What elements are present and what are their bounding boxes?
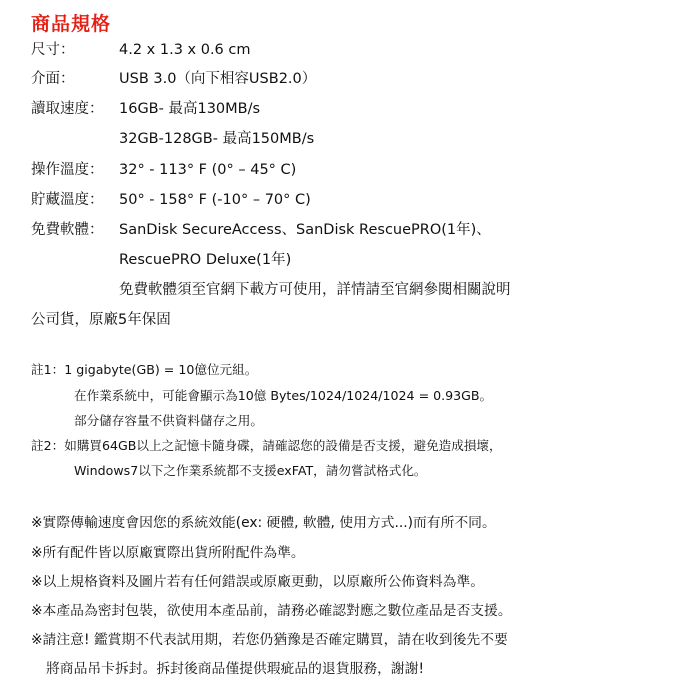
disclaimer-item: ※以上規格資料及圖片若有任何錯誤或原廠更動，以原廠所公佈資料為準。: [31, 574, 485, 590]
spec-row-software: [31, 218, 491, 239]
note-text: 部分儲存容量不供資料儲存之用。: [74, 413, 263, 428]
disclaimer-item: ※所有配件皆以原廠實際出貨所附配件為準。: [31, 545, 305, 561]
spec-value-continued: RescuePRO Deluxe(1年): [119, 252, 292, 268]
spec-label: 讀取速度：: [31, 101, 104, 117]
note-label: 註2：: [31, 438, 65, 453]
spec-row-size: [31, 38, 250, 59]
spec-value: 4.2 x 1.3 x 0.6 cm: [119, 42, 251, 58]
note-text: 1 gigabyte(GB) = 10億位元組。: [64, 362, 258, 377]
note-2: [31, 435, 502, 454]
note-label: 註1：: [31, 362, 65, 377]
spec-value-continued: 免費軟體須至官網下載方可使用，詳情請至官網參閱相關說明: [119, 282, 511, 298]
note-text: 如購買64GB以上之記憶卡隨身碟，請確認您的設備是否支援，避免造成損壞，: [64, 438, 502, 453]
spec-row-read-speed: [31, 97, 260, 118]
page-title: 商品規格: [31, 13, 112, 35]
spec-label: 介面：: [31, 71, 75, 87]
spec-value: 50° - 158° F (-10° – 70° C): [119, 192, 311, 208]
spec-value: SanDisk SecureAccess、SanDisk RescuePRO(1年)、: [119, 222, 491, 238]
disclaimer-item-continued: 將商品吊卡拆封。拆封後商品僅提供瑕疵品的退貨服務，謝謝!: [46, 661, 425, 677]
spec-label: 尺寸：: [31, 42, 75, 58]
spec-row-interface: [31, 67, 316, 88]
note-text: Windows7以下之作業系統都不支援exFAT，請勿嘗試格式化。: [74, 463, 427, 478]
note-1: [31, 359, 257, 378]
spec-row-operating-temp: [31, 158, 296, 179]
disclaimer-item: ※實際傳輸速度會因您的系統效能(ex: 硬體, 軟體, 使用方式...)而有所不同。: [31, 515, 496, 531]
spec-value-continued: 32GB-128GB- 最高150MB/s: [119, 131, 315, 147]
spec-value: 32° - 113° F (0° – 45° C): [119, 162, 297, 178]
spec-value: USB 3.0（向下相容USB2.0）: [119, 71, 317, 87]
spec-label: 操作溫度：: [31, 162, 104, 178]
spec-label: 貯藏溫度：: [31, 192, 104, 208]
disclaimer-item: ※請注意! 鑑賞期不代表試用期，若您仍猶豫是否確定購買，請在收到後先不要: [31, 632, 508, 648]
spec-value: 16GB- 最高130MB/s: [119, 101, 261, 117]
warranty-text: 公司貨，原廠5年保固: [31, 312, 171, 328]
spec-row-storage-temp: [31, 188, 311, 209]
spec-label: 免費軟體：: [31, 222, 104, 238]
note-text: 在作業系統中，可能會顯示為10億 Bytes/1024/1024/1024 = 0.93GB。: [74, 388, 493, 403]
disclaimer-item: ※本產品為密封包裝，欲使用本產品前，請務必確認對應之數位產品是否支援。: [31, 603, 512, 619]
